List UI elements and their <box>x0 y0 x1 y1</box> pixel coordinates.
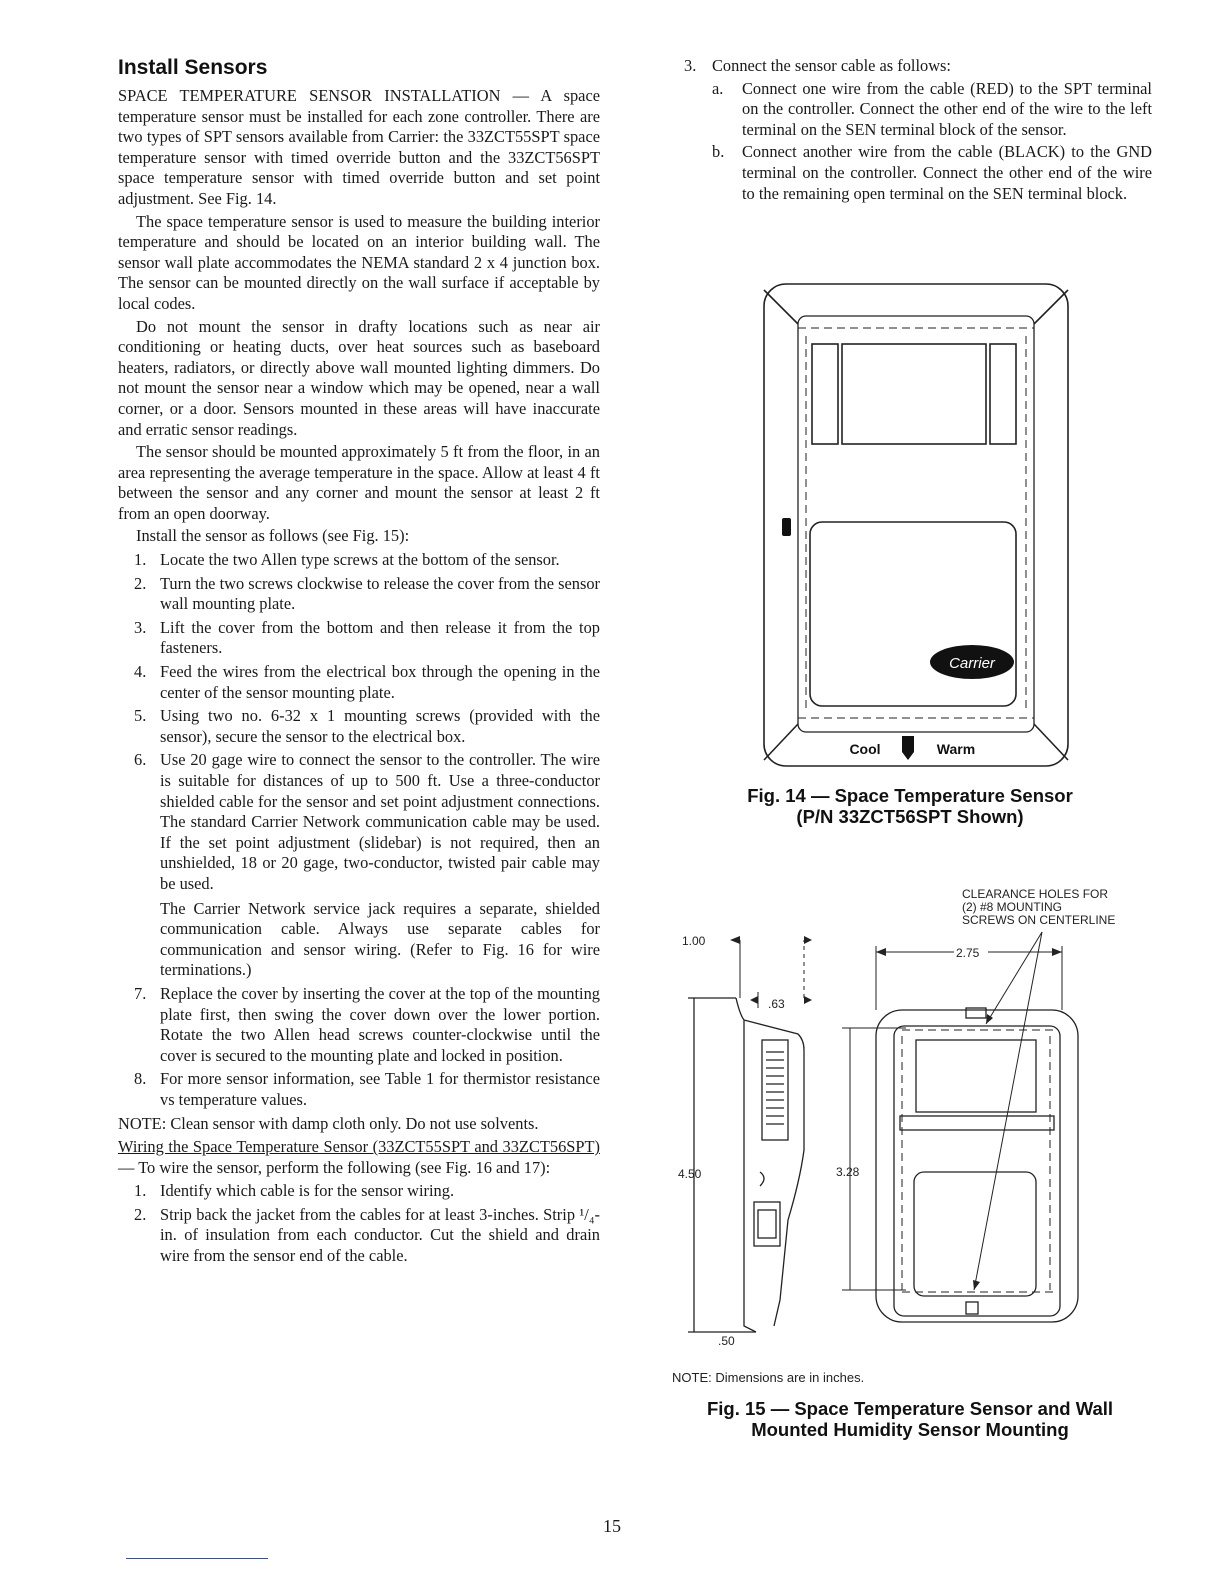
front-band <box>900 1116 1054 1130</box>
fig14-caption-line1: Fig. 14 — Space Temperature Sensor <box>747 785 1073 806</box>
front-display <box>916 1040 1036 1112</box>
list-item: 1. Identify which cable is for the sensor wiring. <box>134 1181 455 1201</box>
display-segment-right <box>990 344 1016 444</box>
list-item: 4. Feed the wires from the electrical box through the opening in the center of the sensor mounting plate. <box>134 662 600 702</box>
cover-profile <box>744 1020 804 1326</box>
arrow-icon <box>876 948 886 956</box>
logo-text: Carrier <box>949 655 995 672</box>
fig15-mounting-drawing <box>670 880 1150 1360</box>
step6-extra-paragraph: The Carrier Network service jack requires a separate, shielded communication cable. Always use separate cables for communication and sensor wiring. (Refer to Fig. 16 for wire terminations.) <box>160 898 600 980</box>
list-item: 3. Lift the cover from the bottom and then release it from the top fasteners. <box>134 617 600 658</box>
cleaning-note: NOTE: Clean sensor with damp cloth only. Do not use solvents. <box>118 1113 539 1133</box>
intro-body: A space temperature sensor must be installed for each zone controller. There are two types of SPT sensors available from Carrier: the 33ZCT55SPT space temperature sensor with timed override button and the 33ZCT56SPT space temperature sensor with timed override button and set point adjustment. See Fig. 14. <box>118 86 601 208</box>
dim-3-28: 3.28 <box>836 1165 860 1179</box>
dim-0-63: .63 <box>768 997 785 1011</box>
fig15-caption-line1: Fig. 15 — Space Temperature Sensor and Wall <box>706 1398 1114 1419</box>
cool-label: Cool <box>849 741 881 757</box>
wall-plate-profile <box>736 998 756 1332</box>
list-item: 7. Replace the cover by inserting the cover at the top of the mounting plate first, then swing the cover down over the lower portion. Rotate the two Allen head screws counter-clockwise until the cover is secured to the mounting plate and locked in position. <box>134 983 600 1065</box>
dim-1-00: 1.00 <box>682 934 706 948</box>
wiring-body: — To wire the sensor, perform the following (see Fig. 16 and 17): <box>118 1157 551 1177</box>
left-column <box>118 56 600 1267</box>
fig15-caption <box>676 1398 1144 1440</box>
front-lower-panel <box>914 1172 1036 1296</box>
dim-4-50: 4.50 <box>678 1167 702 1181</box>
dim-2-75: 2.75 <box>956 946 980 960</box>
bottom-screw <box>966 1302 978 1314</box>
paragraph-locations: Do not mount the sensor in drafty locations such as near air conditioning or heating ducts, over heat sources such as baseboard heaters, radiators, or directly above wall mounted lighting dimmers. Do not mount the sensor near a window which may be opened, near a wall corner, or a door. Sensors mounted in these areas will have inaccurate and erratic sensor readings. <box>118 316 600 439</box>
list-item: 3. Connect the sensor cable as follows: <box>684 56 951 75</box>
list-item: a. Connect one wire from the cable (RED) to the SPT terminal on the controller. Connect the other end of the wire to the left terminal on the SEN terminal block of the sensor. <box>712 78 1152 139</box>
vent-slots <box>762 1040 788 1140</box>
fig14-caption <box>690 785 1130 827</box>
clearance-label-3: SCREWS ON CENTERLINE <box>962 913 1116 927</box>
footer-rule <box>126 1558 268 1559</box>
arrow-icon <box>1052 948 1062 956</box>
list-item: 8. For more sensor information, see Table 1 for thermistor resistance vs temperature values. <box>134 1069 600 1109</box>
display-segment-left <box>812 344 838 444</box>
arrow-icon <box>750 996 758 1004</box>
list-item: 6. Use 20 gage wire to connect the sensor to the controller. The wire is suitable for distances of up to 500 ft. Use a three-conductor shielded cable for the sensor and set point adjustment connections. The standard Carrier Network communication cable may be used. If the set point adjustment (slidebar) is not required, then an unshielded, 18 or 20 gage, two-conductor, twisted pair cable may be used. <box>134 750 600 893</box>
paragraph-install-intro: Install the sensor as follows (see Fig. 15): <box>136 526 410 546</box>
fig14-caption-line2: (P/N 33ZCT56SPT Shown) <box>796 806 1024 827</box>
intro-paragraph <box>118 86 600 210</box>
arrow-icon <box>730 936 740 944</box>
list-item: 1. Locate the two Allen type screws at the bottom of the sensor. <box>134 550 560 570</box>
fig15-caption-line2: Mounted Humidity Sensor Mounting <box>751 1419 1069 1440</box>
paragraph-height: The sensor should be mounted approximately 5 ft from the floor, in an area representing the average temperature in the space. Allow at least 4 ft between the sensor and any corner and mount the sensor at least 2 ft from an open doorway. <box>118 442 600 523</box>
warm-label: Warm <box>936 741 976 757</box>
wiring-title: Wiring the Space Temperature Sensor (33ZCT55SPT and 33ZCT56SPT) <box>118 1137 600 1157</box>
list-item: b. Connect another wire from the cable (BLACK) to the GND terminal on the controller. Connect the other end of the wire to the remaining open terminal on the SEN terminal block. <box>712 142 1152 203</box>
list-item: 2. Turn the two screws clockwise to release the cover from the sensor wall mounting plate. <box>134 573 600 614</box>
arrow-icon <box>986 1014 993 1024</box>
override-button <box>782 518 791 536</box>
list-item: 2. Strip back the jacket from the cables for at least 3-inches. Strip ¹/₄-in. of insulation from each conductor. Cut the shield and drain wire from the sensor end of the cable. <box>134 1204 600 1266</box>
fig15-note: NOTE: Dimensions are in inches. <box>672 1370 865 1385</box>
list-item: 5. Using two no. 6-32 x 1 mounting screws (provided with the sensor), secure the sensor to the electrical box. <box>134 706 600 746</box>
clearance-label-2: (2) #8 MOUNTING <box>962 900 1063 914</box>
button-bump <box>760 1172 764 1186</box>
arrow-icon <box>973 1280 980 1290</box>
page-number: 15 <box>603 1516 621 1536</box>
intro-lead: SPACE TEMPERATURE SENSOR INSTALLATION — <box>118 86 530 105</box>
slider-icon <box>902 736 914 760</box>
right-column <box>680 56 1152 204</box>
front-panel <box>810 522 1016 706</box>
display-window <box>842 344 986 444</box>
paragraph-purpose: The space temperature sensor is used to measure the building interior temperature and should be located on an interior building wall. The sensor wall plate accommodates the NEMA standard 2 x 4 junction box. The sensor can be mounted directly on the wall surface if acceptable by local codes. <box>118 211 600 313</box>
wiring-paragraph <box>118 1137 600 1178</box>
arrow-icon <box>804 936 812 944</box>
jack-port <box>758 1210 776 1238</box>
section-heading: Install Sensors <box>118 56 268 79</box>
fig14-sensor-drawing <box>760 280 1072 770</box>
arrow-icon <box>804 996 812 1004</box>
dim-0-50: .50 <box>718 1334 735 1348</box>
clearance-label-1: CLEARANCE HOLES FOR <box>962 887 1109 901</box>
